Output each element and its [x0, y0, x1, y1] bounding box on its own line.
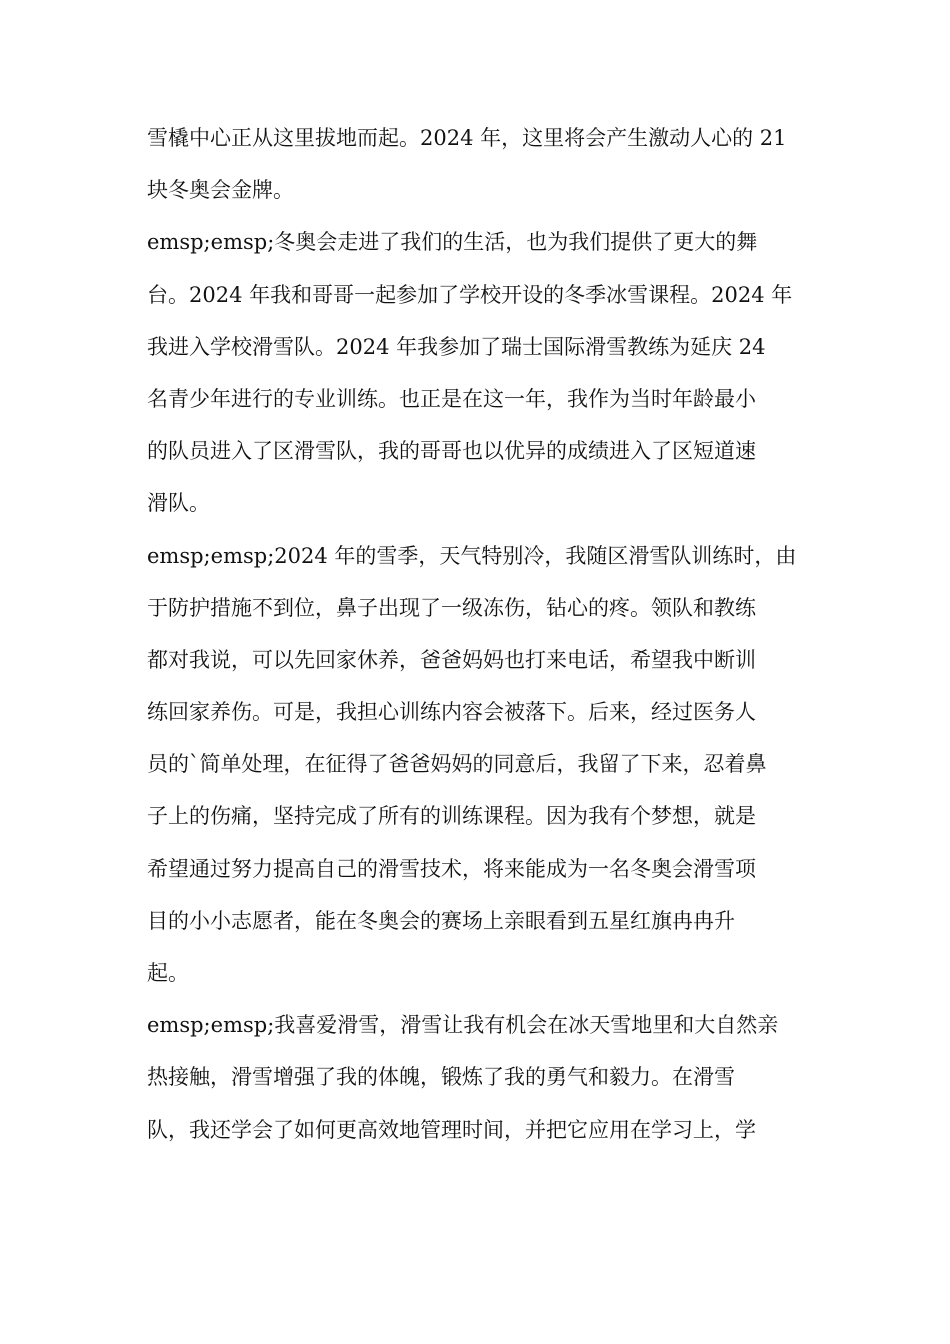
text-line: emsp;emsp;冬奥会走进了我们的生活，也为我们提供了更大的舞 [147, 230, 758, 255]
body-text [147, 117, 807, 1161]
text-line: 希望通过努力提高自己的滑雪技术，将来能成为一名冬奥会滑雪项 [147, 856, 756, 881]
text-line: 起。 [147, 961, 189, 985]
text-line: 队，我还学会了如何更高效地管理时间，并把它应用在学习上，学 [147, 1117, 756, 1142]
text-line: 都对我说，可以先回家休养，爸爸妈妈也打来电话，希望我中断训 [147, 647, 756, 672]
text-line: emsp;emsp;我喜爱滑雪，滑雪让我有机会在冰天雪地里和大自然亲 [147, 1013, 779, 1038]
text-line: 目的小小志愿者，能在冬奥会的赛场上亲眼看到五星红旗冉冉升 [147, 908, 735, 933]
text-line: 练回家养伤。可是，我担心训练内容会被落下。后来，经过医务人 [147, 700, 756, 725]
text-line: 热接触，滑雪增强了我的体魄，锻炼了我的勇气和毅力。在滑雪 [147, 1065, 735, 1090]
text-line: 块冬奥会金牌。 [147, 178, 294, 203]
text-line: 员的`简单处理，在征得了爸爸妈妈的同意后，我留了下来，忍着鼻 [147, 752, 767, 777]
text-line: 我进入学校滑雪队。2024 年我参加了瑞士国际滑雪教练为延庆 24 [147, 334, 766, 359]
text-line: 子上的伤痛，坚持完成了所有的训练课程。因为我有个梦想，就是 [147, 804, 756, 829]
text-line: 名青少年进行的专业训练。也正是在这一年，我作为当时年龄最小 [147, 386, 756, 411]
text-line: 雪橇中心正从这里拔地而起。2024 年，这里将会产生激动人心的 21 [147, 126, 787, 150]
text-line: 台。2024 年我和哥哥一起参加了学校开设的冬季冰雪课程。2024 年 [147, 282, 793, 307]
text-line: 的队员进入了区滑雪队，我的哥哥也以优异的成绩进入了区短道速 [147, 439, 756, 464]
text-line: emsp;emsp;2024 年的雪季，天气特别冷，我随区滑雪队训练时，由 [147, 543, 797, 568]
text-line: 于防护措施不到位，鼻子出现了一级冻伤，钻心的疼。领队和教练 [147, 595, 756, 620]
text-line: 滑队。 [147, 491, 210, 516]
